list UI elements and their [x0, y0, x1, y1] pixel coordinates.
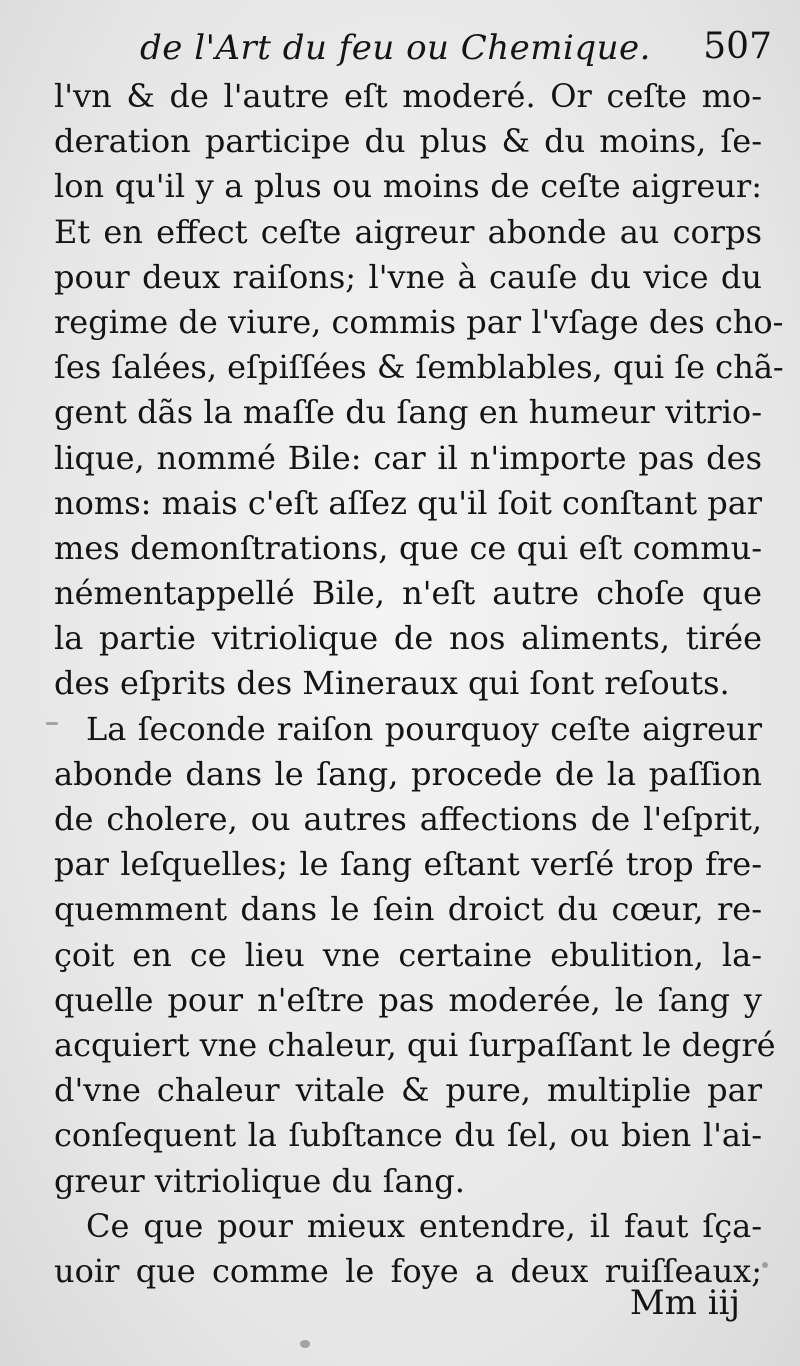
text-line: Ce que pour mieux entendre, il faut ſça-: [86, 1206, 762, 1245]
body-text: [54, 74, 784, 1294]
text-line: des eſprits des Mineraux qui ſont reſouts.: [54, 664, 730, 703]
text-line: l'vn & de l'autre eſt moderé. Or ceſte mo-: [54, 77, 762, 115]
text-line: ſes ſalées, eſpiſſées & ſemblables, qui ſe chã-: [54, 348, 784, 387]
text-line: pour deux raiſons; l'vne à cauſe du vice du: [54, 257, 762, 296]
text-line: la partie vitriolique de nos aliments, tirée: [54, 619, 762, 658]
text-line: lon qu'il y a plus ou moins de ceſte aigreur:: [54, 167, 762, 206]
text-line: uoir que comme le foye a deux ruiſſeaux;: [54, 1251, 762, 1290]
text-line: quemment dans le ſein droict du cœur, re-: [54, 890, 762, 929]
running-title: de l'Art du feu ou Chemique.: [140, 28, 651, 68]
text-line: gent dãs la maſſe du ſang en humeur vitrio-: [54, 393, 762, 432]
ink-speck: [300, 1340, 310, 1348]
text-line: acquiert vne chaleur, qui ſurpaſſant le degré: [54, 1025, 776, 1064]
text-line: noms: mais c'eſt aſſez qu'il ſoit conſtant par: [54, 483, 763, 522]
text-line: La ſeconde raiſon pourquoy ceſte aigreur: [86, 709, 762, 748]
text-line: greur vitriolique du ſang.: [54, 1161, 465, 1200]
page-header: [0, 18, 800, 78]
text-line: Et en effect ceſte aigreur abonde au corps: [54, 212, 762, 251]
text-line: d'vne chaleur vitale & pure, multiplie par: [54, 1071, 762, 1110]
signature-mark: Mm iij: [629, 1283, 740, 1323]
text-line: quelle pour n'eſtre pas moderée, le ſang y: [54, 980, 762, 1019]
text-line: lique, nommé Bile: car il n'importe pas des: [54, 438, 762, 477]
text-line: abonde dans le ſang, procede de la paſſion: [54, 754, 762, 793]
text-line: çoit en ce lieu vne certaine ebulition, la-: [54, 935, 762, 974]
ink-speck: [762, 1262, 768, 1268]
text-line: deration participe du plus & du moins, ſe-: [54, 122, 762, 161]
ink-speck: [46, 722, 58, 725]
text-line: mes demonſtrations, que ce qui eſt commu-: [54, 528, 762, 567]
page-number: 507: [703, 26, 772, 67]
text-line: regime de viure, commis par l'vſage des cho-: [54, 302, 784, 341]
text-line: conſequent la ſubſtance du ſel, ou bien l'ai-: [54, 1116, 762, 1155]
text-line: par leſquelles; le ſang eſtant verſé trop fre-: [54, 845, 762, 884]
text-line: de cholere, ou autres affections de l'eſprit,: [54, 800, 762, 838]
text-line: némentappellé Bile, n'eſt autre choſe que: [54, 574, 762, 613]
